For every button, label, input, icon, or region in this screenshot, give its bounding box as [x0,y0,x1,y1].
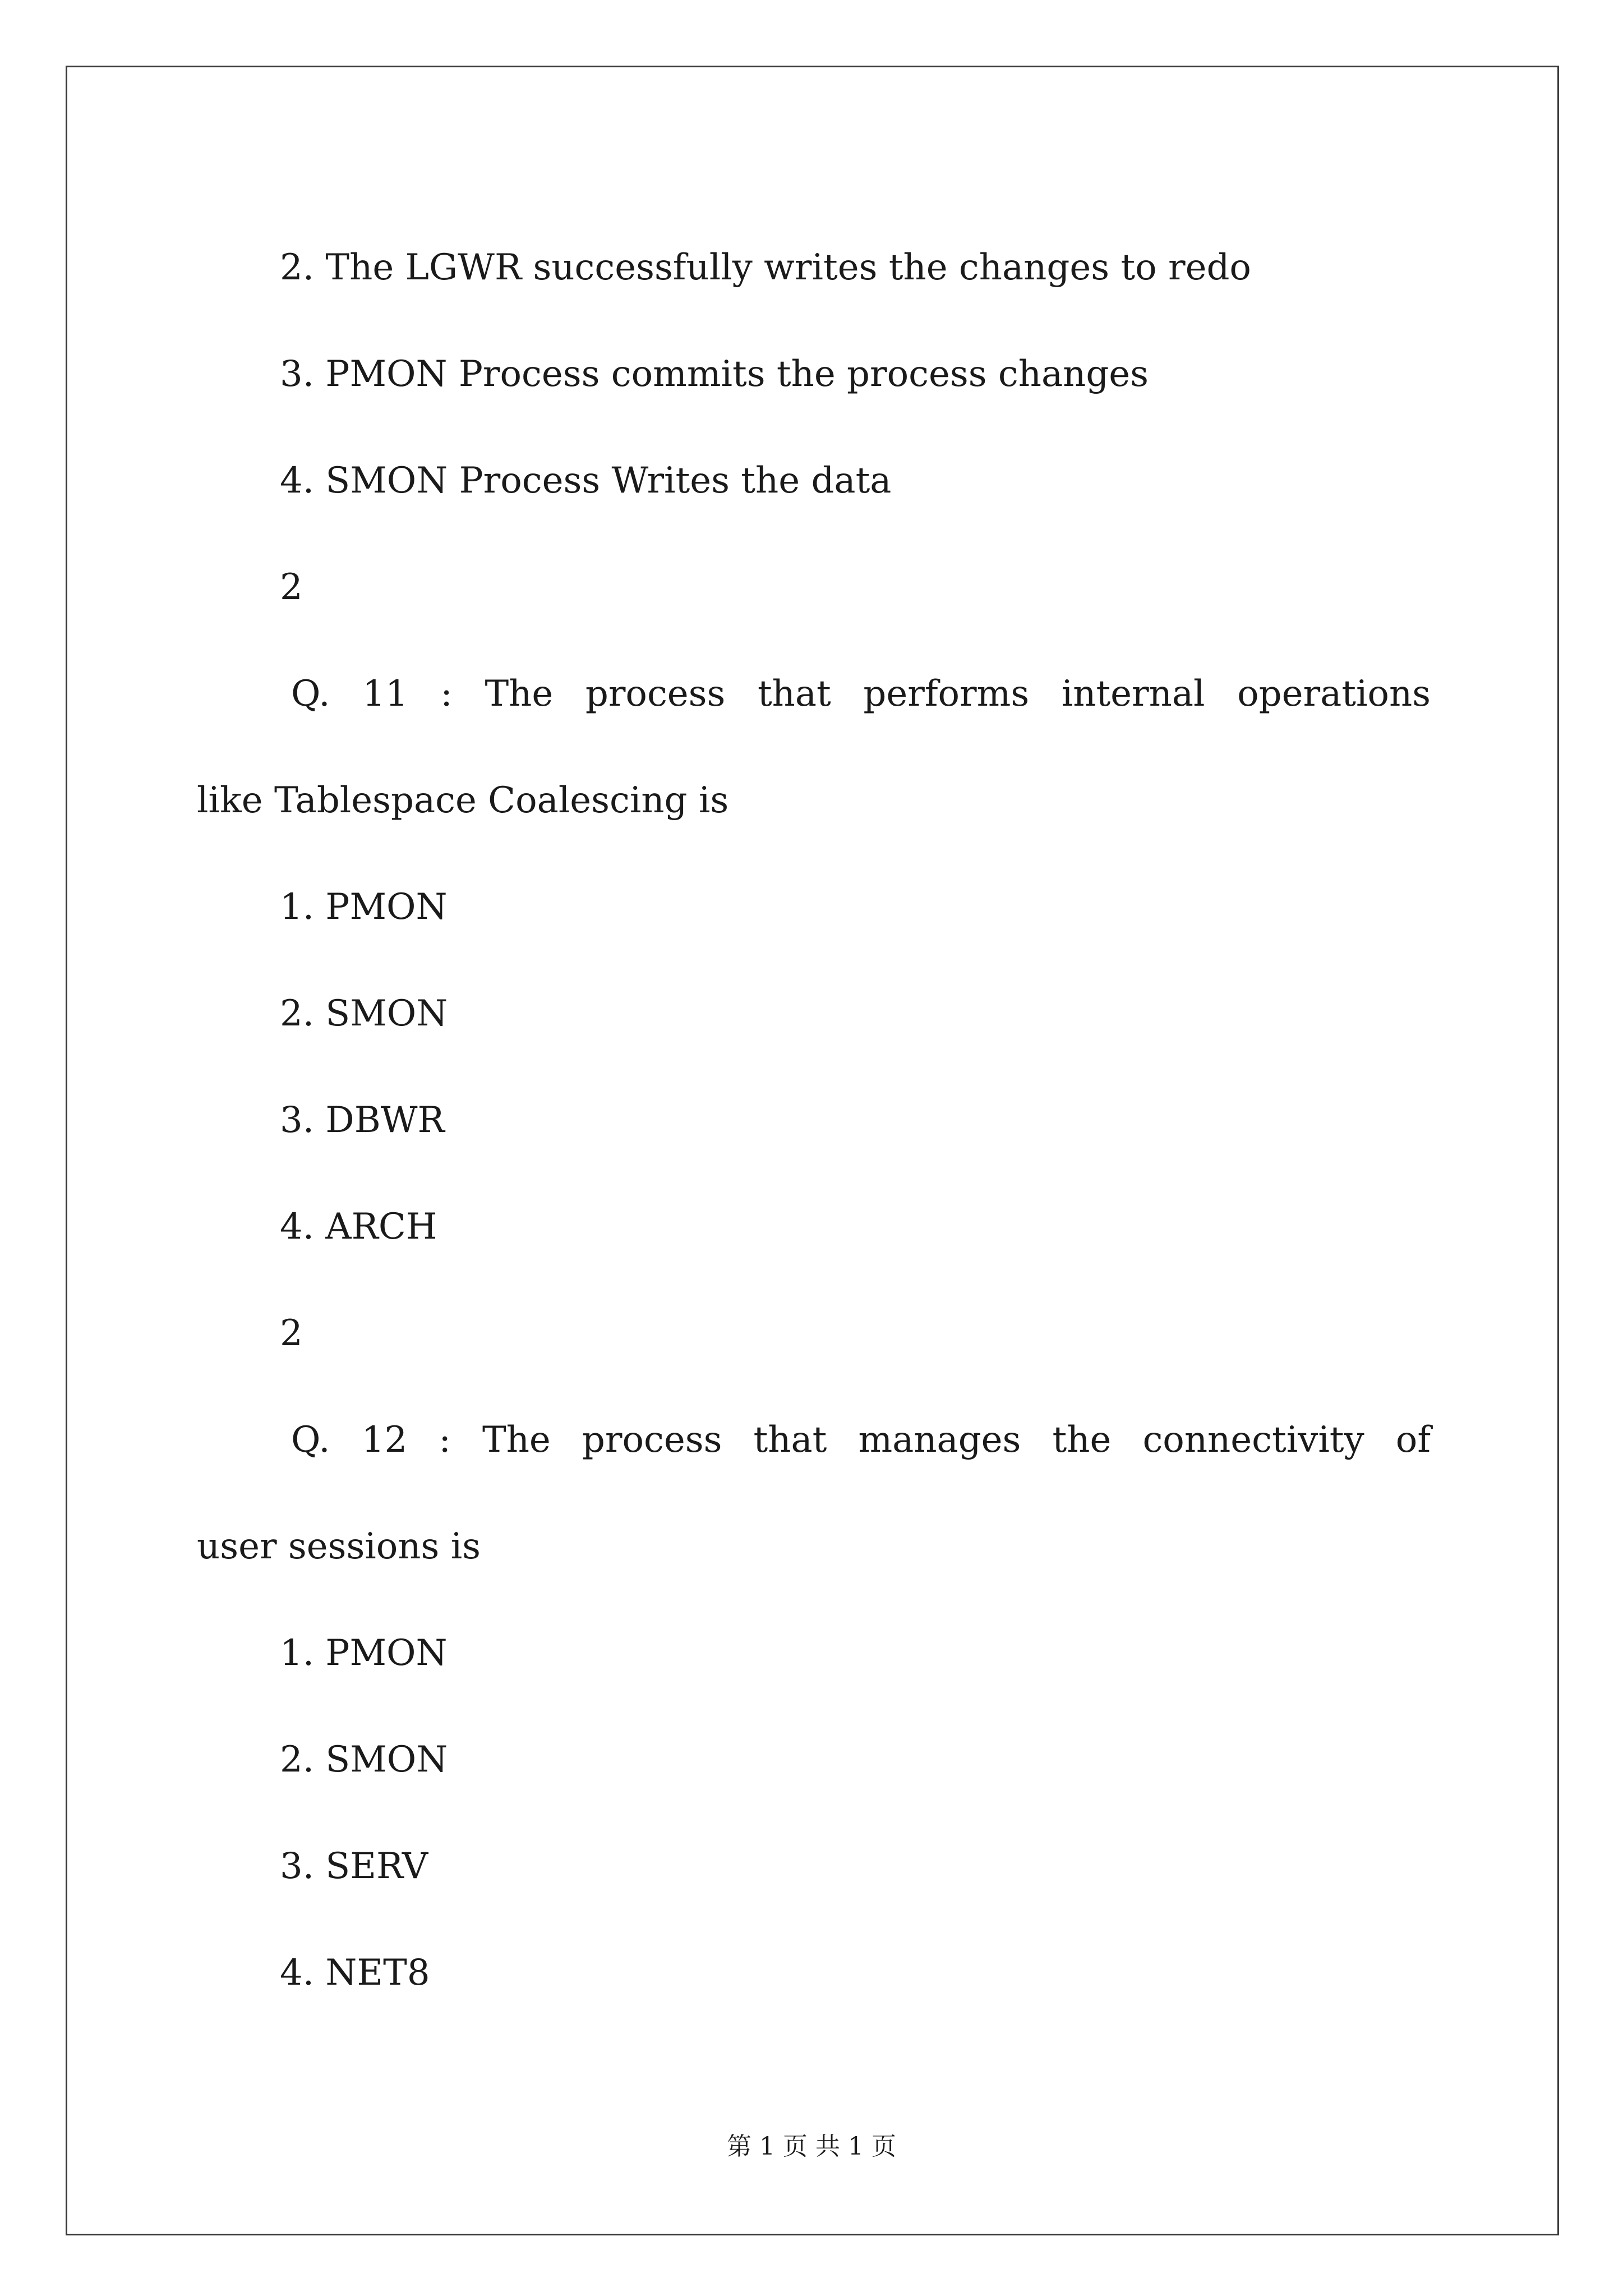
question-word: operations [1237,673,1431,715]
page-footer: 第 1 页 共 1 页 [727,2132,896,2161]
option-line: 3. SERV [280,1846,428,1887]
option-line: 2. SMON [280,993,448,1034]
answer-line: 2 [280,567,303,608]
question-word: that [753,1419,827,1461]
question-word: 12 [361,1419,408,1461]
answer-line: 2 [280,1313,303,1354]
question-word: internal [1061,673,1205,715]
question-word: Q. [291,673,330,715]
question-11-line [197,641,1431,747]
option-line: 1. PMON [280,886,448,928]
question-word: : [440,673,453,715]
question-continuation: like Tablespace Coalescing is [197,780,729,821]
option-line: 2. SMON [280,1739,448,1780]
question-word: : [439,1419,451,1461]
question-word: 11 [362,673,408,715]
option-line: 4. NET8 [280,1952,430,1994]
option-line: 4. SMON Process Writes the data [280,460,892,501]
option-line: 1. PMON [280,1632,448,1674]
question-word: the [1052,1419,1112,1461]
option-line: 3. DBWR [280,1099,445,1141]
question-word: process [582,1419,722,1461]
question-word: that [757,673,831,715]
question-word: manages [858,1419,1021,1461]
question-12-line [197,1387,1431,1493]
question-word: performs [863,673,1030,715]
question-word: Q. [291,1419,330,1461]
question-continuation: user sessions is [197,1526,481,1567]
question-word: connectivity [1142,1419,1364,1461]
question-word: The [482,1419,551,1461]
option-line: 2. The LGWR successfully writes the changes to redo [280,247,1251,288]
option-line: 4. ARCH [280,1206,437,1248]
document-body [197,214,1431,2026]
question-word: of [1395,1419,1431,1461]
question-word: The [485,673,554,715]
option-line: 3. PMON Process commits the process changes [280,353,1149,395]
question-word: process [585,673,726,715]
